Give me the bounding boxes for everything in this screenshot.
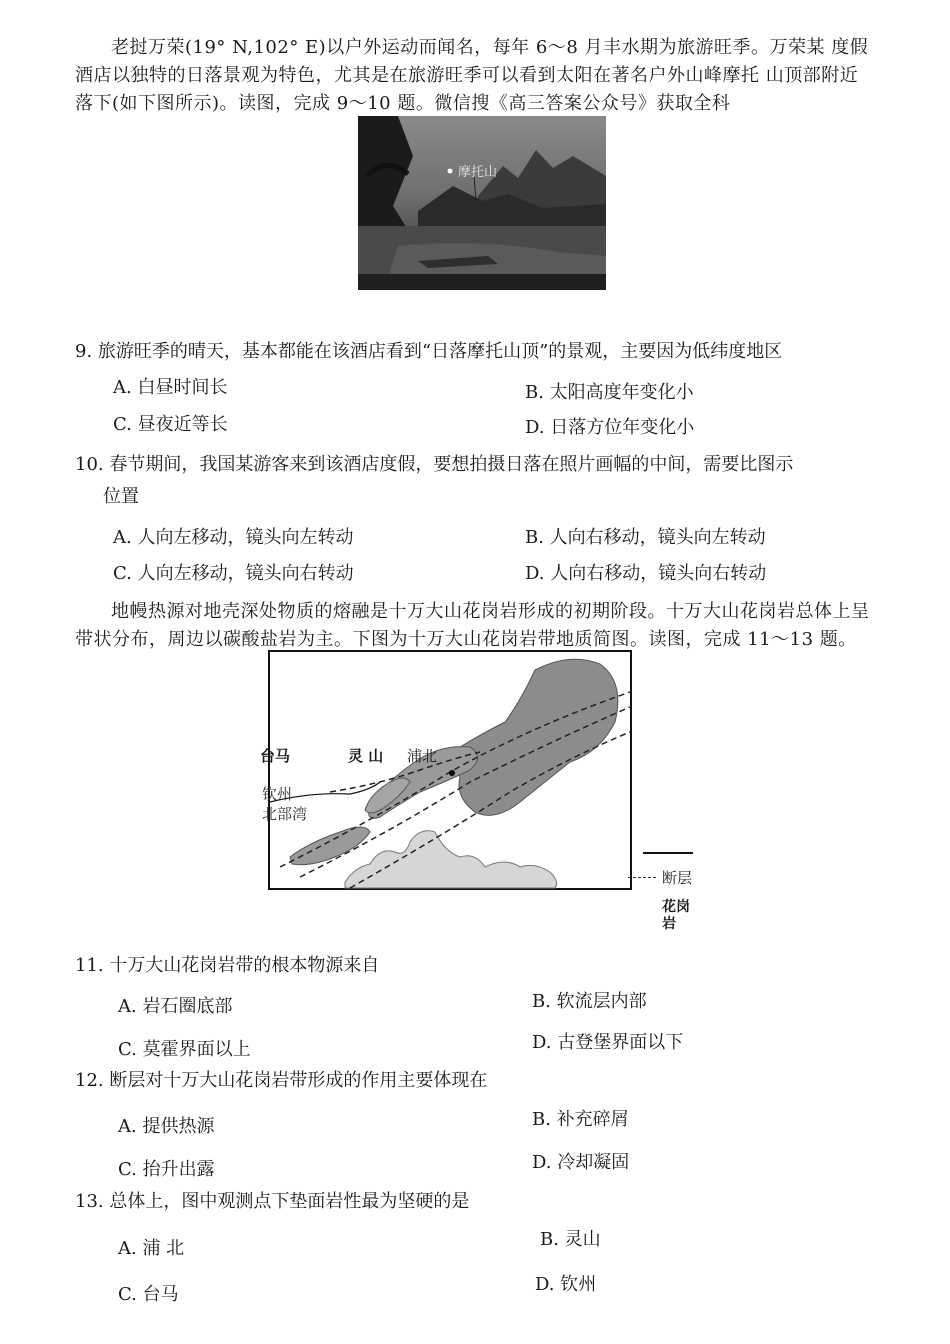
q12-option-b: B. 补充碎屑 [532,1109,629,1130]
q12-option-c: C. 抬升出露 [118,1159,215,1180]
q9-stem: 9. 旅游旺季的晴天，基本都能在该酒店看到“日落摩托山顶”的景观，主要因为低纬度地区 [75,341,783,362]
q10-option-a: A. 人向左移动，镜头向左转动 [113,527,354,548]
legend-fault-symbol [628,877,656,878]
q9-option-d: D. 日落方位年变化小 [525,417,695,438]
q10-option-c: C. 人向左移动，镜头向右转动 [113,563,354,584]
q11-option-b: B. 软流层内部 [532,991,647,1012]
q12-stem: 12. 断层对十万大山花岗岩带形成的作用主要体现在 [75,1070,488,1091]
q12-option-a: A. 提供热源 [118,1116,215,1137]
intro-paragraph-1: 老挝万荣(19° N,102° E)以户外运动而闻名，每年 6～8 月丰水期为旅游旺季。万荣某 度假酒店以独特的日落景观为特色，尤其是在旅游旺季可以看到太阳在著名户外山峰摩托 山顶部附近落下(如下图所示)。读图，完成 9～10 题。微信搜《高三答案公众号》获取全科 [75,37,869,114]
q10-option-d: D. 人向右移动，镜头向右转动 [525,563,767,584]
map-label-pubei: 浦北 [407,747,438,765]
photo-label-moto-mountain: 摩托山 [458,165,498,180]
legend-fault-label: 断层 [662,869,693,887]
map-drawing [270,652,630,888]
intro-paragraph-2: 地幔热源对地壳深处物质的熔融是十万大山花岗岩形成的初期阶段。十万大山花岗岩总体上呈带状分布，周边以碳酸盐岩为主。下图为十万大山花岗岩带地质简图。读图，完成 11～13 题。 [75,601,870,650]
granite-belt-map [260,650,632,890]
q13-option-a: A. 浦 北 [118,1238,185,1259]
legend-granite-label: 花岗岩 [662,899,690,932]
q12-option-d: D. 冷却凝固 [532,1152,630,1173]
q13-option-b: B. 灵山 [540,1229,601,1250]
q13-option-c: C. 台马 [118,1284,179,1305]
q11-option-d: D. 古登堡界面以下 [532,1032,684,1053]
q13-stem: 13. 总体上，图中观测点下垫面岩性最为坚硬的是 [75,1191,470,1212]
q11-option-c: C. 莫霍界面以上 [118,1039,251,1060]
map-label-qinzhou: 钦州 [262,785,293,803]
q10-stem-cont: 位置 [103,486,139,507]
map-label-lingshan: 灵 山 [348,747,384,765]
q10-stem: 10. 春节期间，我国某游客来到该酒店度假，要想拍摄日落在照片画幅的中间，需要比图示 [75,454,794,475]
q10-option-b: B. 人向右移动，镜头向左转动 [525,527,766,548]
sunset-photo [358,116,606,290]
q9-option-c: C. 昼夜近等长 [113,414,228,435]
sunset-photo-image [358,116,606,290]
q9-option-b: B. 太阳高度年变化小 [525,382,694,403]
q9-option-a: A. 白昼时间长 [113,377,228,398]
q11-option-a: A. 岩石圈底部 [118,996,233,1017]
map-label-taima: 台马 [260,747,291,765]
map-label-beibu-gulf: 北部湾 [262,805,308,823]
q13-option-d: D. 钦州 [535,1274,597,1295]
legend-boundary-line [643,852,693,854]
q11-stem: 11. 十万大山花岗岩带的根本物源来自 [75,955,380,976]
